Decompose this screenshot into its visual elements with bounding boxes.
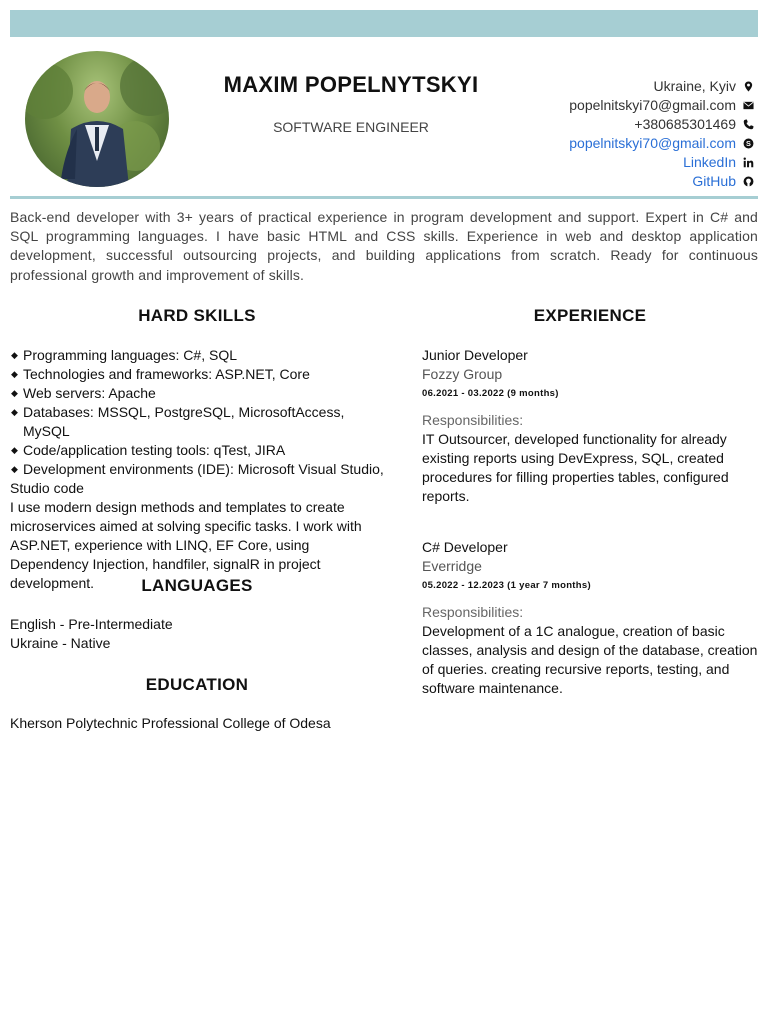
list-item: Kherson Polytechnic Professional College of Odesa [10,715,331,731]
list-item: ◆ Code/application testing tools: qTest, JIRA [11,442,286,458]
skills-note: I use modern design methods and templates to create microservices aimed at solving specific tasks. I work with ASP.NET, experience with LINQ, EF Core, using Dependency Injection, handfiler, signalR in project development. [10,499,362,591]
skype-icon [743,138,754,150]
contact-github[interactable] [569,172,754,191]
list-item: Ukraine - Native [10,635,111,651]
hard-skills-section [10,346,384,593]
job-title: SOFTWARE ENGINEER [273,119,429,135]
phone-text: +380685301469 [634,116,736,132]
responsibilities-label: Responsibilities: [422,604,524,620]
job-role: Junior Developer [422,347,528,363]
github-link[interactable]: GitHub [692,173,736,189]
profile-summary: Back-end developer with 3+ years of practical experience in program development and support. Expert in C# and SQL programming languages. I have basic HTML and CSS skills. Experience in web and desktop application development, successful outsourcing projects, and building applications from scratch. Ready for continuous professional growth and improvement of skills. [10,209,758,283]
list-item: ◆ Development environments (IDE): Microsoft Visual Studio, [11,461,384,477]
education-heading: EDUCATION [145,675,249,694]
hard-skills-list [10,346,384,479]
education-list [10,714,384,733]
linkedin-link[interactable]: LinkedIn [683,154,736,170]
location-text: Ukraine, Kyiv [653,78,736,94]
skills-wrapped-tail: Studio code [10,480,84,496]
contact-email [569,96,754,115]
linkedin-icon [743,157,754,169]
job-role: C# Developer [422,539,508,555]
skype-link[interactable]: popelnitskyi70@gmail.com [569,135,736,151]
diamond-bullet-icon: ◆ [11,407,18,417]
list-item: ◆ Technologies and frameworks: ASP.NET, Core [11,366,310,382]
job-company: Everridge [422,558,482,574]
contact-skype[interactable] [569,134,754,153]
svg-text:S: S [746,139,751,149]
diamond-bullet-icon: ◆ [11,388,18,398]
responsibilities-label: Responsibilities: [422,412,524,428]
diamond-bullet-icon: ◆ [11,445,18,455]
email-text: popelnitskyi70@gmail.com [569,97,736,113]
job-dates: 06.2021 - 03.2022 (9 months) [422,388,559,399]
contact-linkedin[interactable] [569,153,754,172]
experience-heading: EXPERIENCE [533,306,647,325]
contact-location [569,77,754,96]
header-divider [10,196,758,199]
hard-skills-heading: HARD SKILLS [138,306,256,325]
list-item: English - Pre-Intermediate [10,616,173,632]
diamond-bullet-icon: ◆ [11,369,18,379]
list-item: ◆ Web servers: Apache [11,385,156,401]
github-icon [743,176,754,188]
languages-heading: LANGUAGES [141,576,253,595]
list-item: ◆ Databases: MSSQL, PostgreSQL, MicrosoftAccess, MySQL [11,404,345,439]
contact-phone [569,115,754,134]
job-dates: 05.2022 - 12.2023 (1 year 7 months) [422,580,591,591]
list-item: ◆ Programming languages: C#, SQL [11,347,237,363]
contact-list [569,77,754,191]
top-accent-band [10,10,758,37]
envelope-icon [743,100,754,112]
job-company: Fozzy Group [422,366,503,382]
diamond-bullet-icon: ◆ [11,350,18,360]
profile-photo [25,51,169,187]
experience-entry [422,538,758,698]
responsibilities-text: IT Outsourcer, developed functionality for already existing reports using DevExpress, SQL, created procedures for filling properties tables, configured reports. [422,431,729,504]
candidate-name: MAXIM POPELNYTSKYI [223,72,479,97]
languages-list [10,615,384,653]
responsibilities-text: Development of a 1C analogue, creation of basic classes, analysis and design of the database, creation of queries. creating recursive reports, testing, and software maintenance. [422,623,758,696]
map-pin-icon [743,81,754,93]
phone-icon [743,119,754,131]
experience-entry [422,346,758,506]
diamond-bullet-icon: ◆ [11,464,18,474]
